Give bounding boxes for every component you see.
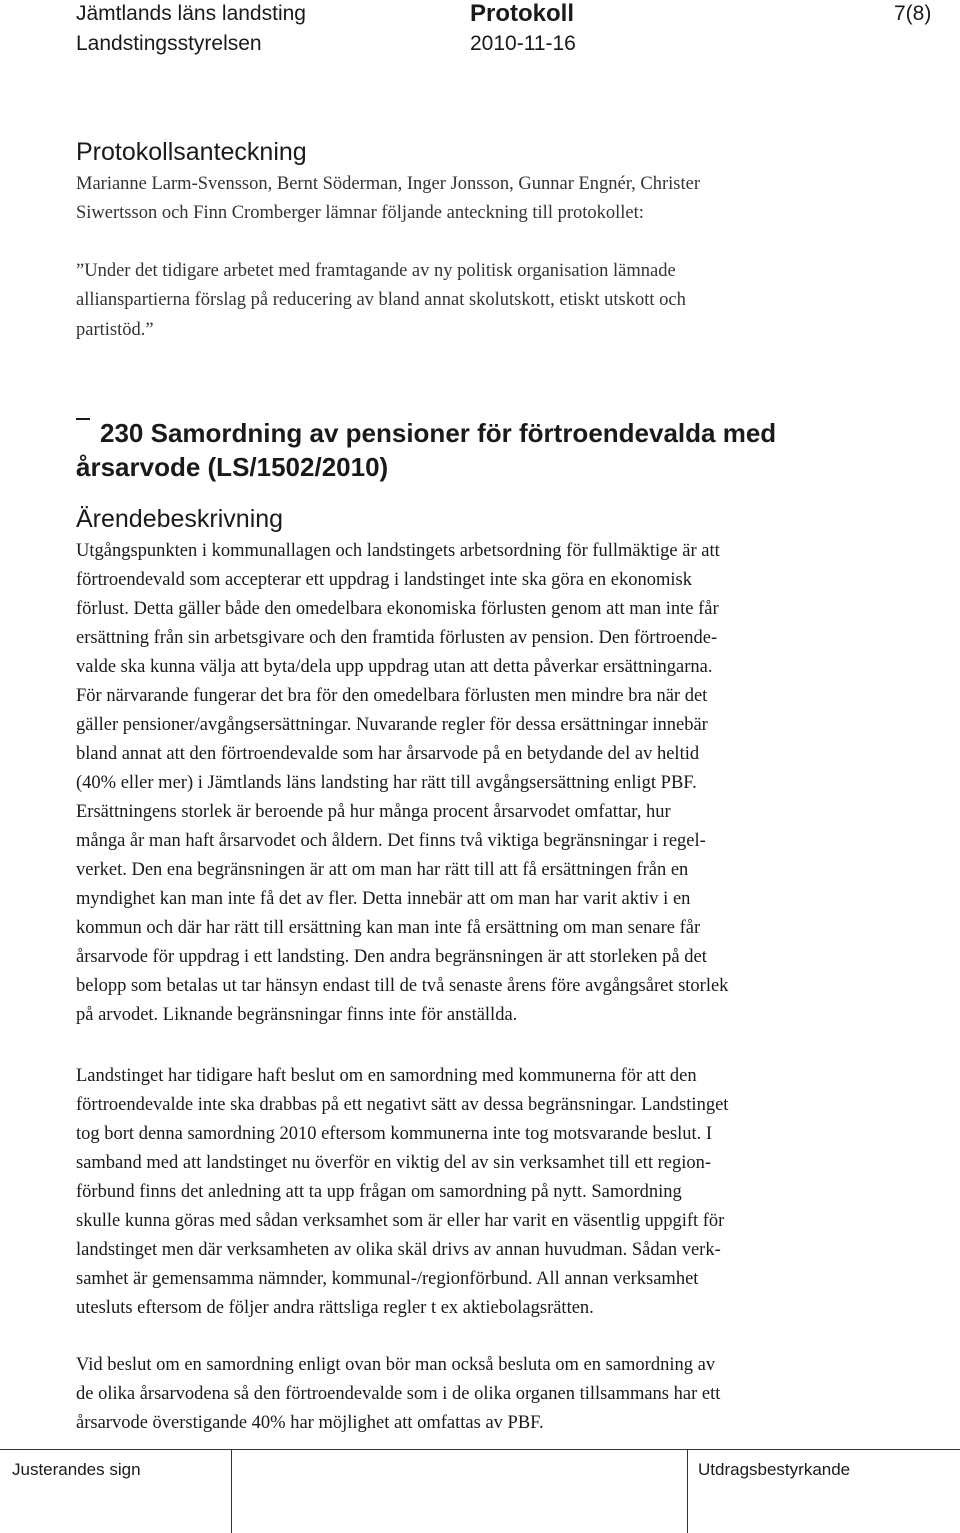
paragraph-line: samband med att landstinget nu överför en viktig del av sin verksamhet till ett region- (76, 1153, 712, 1173)
paragraph-line: förlust. Detta gäller både den omedelbara ekonomiska förlusten genom att man inte får (76, 599, 719, 619)
justerandes-sign-label: Justerandes sign (12, 1460, 141, 1479)
paragraph-line: verket. Den ena begränsningen är att om man har rätt till att få ersättningen från en (76, 860, 689, 880)
section-title: 230 Samordning av pensioner för förtroendevalda med (100, 418, 777, 448)
paragraph-line: gäller pensioner/avgångsersättningar. Nuvarande regler för dessa ersättningar innebär (76, 715, 708, 735)
paragraph-line: skulle kunna göras med sådan verksamhet som är eller har varit en väsentlig uppgift för (76, 1211, 725, 1231)
paragraph-line: kommun och där har rätt till ersättning kan man inte få ersättning om man senare får (76, 918, 701, 938)
paragraph-line: förbund finns det anledning att ta upp frågan om samordning på nytt. Samordning (76, 1182, 682, 1202)
footer-divider (687, 1449, 688, 1533)
note-line: Marianne Larm-Svensson, Bernt Söderman, Inger Jonsson, Gunnar Engnér, Christer (76, 174, 701, 194)
paragraph-line: myndighet kan man inte få det av fler. Detta innebär att om man har varit aktiv i en (76, 889, 691, 909)
paragraph-line: förtroendevald som accepterar ett uppdrag i landstinget inte ska göra en ekonomisk (76, 570, 692, 590)
paragraph-line: Landstinget har tidigare haft beslut om en samordning med kommunerna för att den (76, 1066, 697, 1086)
paragraph-line: ersättning från sin arbetsgivare och den framtida förlusten av pension. Den förtroende- (76, 628, 718, 648)
paragraph-line: många år man haft årsarvodet och åldern. Det finns två viktiga begränsningar i regel- (76, 831, 706, 851)
paragraph-line: För närvarande fungerar det bra för den omedelbara förlusten men mindre bra när det (76, 686, 708, 706)
paragraph-line: samhet är gemensamma nämnder, kommunal-/regionförbund. All annan verksamhet (76, 1269, 699, 1289)
document-type: Protokoll (470, 0, 575, 27)
paragraph-line: årsarvode för uppdrag i ett landsting. Den andra begränsningen är att storleken på det (76, 947, 707, 967)
paragraph-line: belopp som betalas ut tar hänsyn endast till de två senaste årens före avgångsåret storlek (76, 976, 729, 996)
footer-divider (231, 1449, 232, 1533)
paragraph-line: de olika årsarvodena så den förtroendevalde som i de olika organen tillsammans har ett (76, 1384, 721, 1404)
paragraph-line: utesluts eftersom de följer andra rättsliga regler t ex aktiebolagsrätten. (76, 1298, 594, 1318)
section-subheading: Ärendebeskrivning (76, 505, 284, 533)
note-quote-line: allianspartierna förslag på reducering av bland annat skolutskott, etiskt utskott och (76, 290, 686, 310)
paragraph-line: Utgångspunkten i kommunallagen och landstingets arbetsordning för fullmäktige är att (76, 541, 720, 561)
paragraph-line: årsarvode överstigande 40% har möjlighet att omfattas av PBF. (76, 1413, 544, 1433)
organization-name: Jämtlands läns landsting (76, 2, 306, 25)
footer-rule (0, 1449, 960, 1450)
paragraph-line: bland annat att den förtroendevalde som har årsarvode på en betydande del av heltid (76, 744, 700, 764)
note-quote-line: ”Under det tidigare arbetet med framtagande av ny politisk organisation lämnade (76, 261, 676, 281)
board-name: Landstingsstyrelsen (76, 32, 262, 55)
paragraph-line: (40% eller mer) i Jämtlands läns landsting har rätt till avgångsersättning enligt PBF. (76, 773, 697, 793)
page-number: 7(8) (894, 2, 932, 25)
paragraph-line: valde ska kunna välja att byta/dela upp uppdrag utan att detta påverkar ersättningarna. (76, 657, 713, 677)
section-marker (76, 418, 90, 420)
utdragsbestyrkande-label: Utdragsbestyrkande (698, 1460, 851, 1479)
paragraph-line: tog bort denna samordning 2010 eftersom kommunerna inte tog motsvarande beslut. I (76, 1124, 713, 1144)
note-heading: Protokollsanteckning (76, 138, 307, 166)
paragraph-line: på arvodet. Liknande begränsningar finns inte för anställda. (76, 1005, 518, 1025)
paragraph-line: landstinget men där verksamheten av olika skäl drivs av annan huvudman. Sådan verk- (76, 1240, 721, 1260)
note-quote-line: partistöd.” (76, 320, 154, 340)
document-date: 2010-11-16 (470, 32, 576, 55)
paragraph-line: förtroendevalde inte ska drabbas på ett negativt sätt av dessa begränsningar. Landstinget (76, 1095, 729, 1115)
paragraph-line: Vid beslut om en samordning enligt ovan bör man också besluta om en samordning av (76, 1355, 716, 1375)
note-line: Siwertsson och Finn Cromberger lämnar följande anteckning till protokollet: (76, 203, 644, 223)
section-title: årsarvode (LS/1502/2010) (76, 452, 389, 482)
paragraph-line: Ersättningens storlek är beroende på hur många procent årsarvodet omfattar, hur (76, 802, 671, 822)
